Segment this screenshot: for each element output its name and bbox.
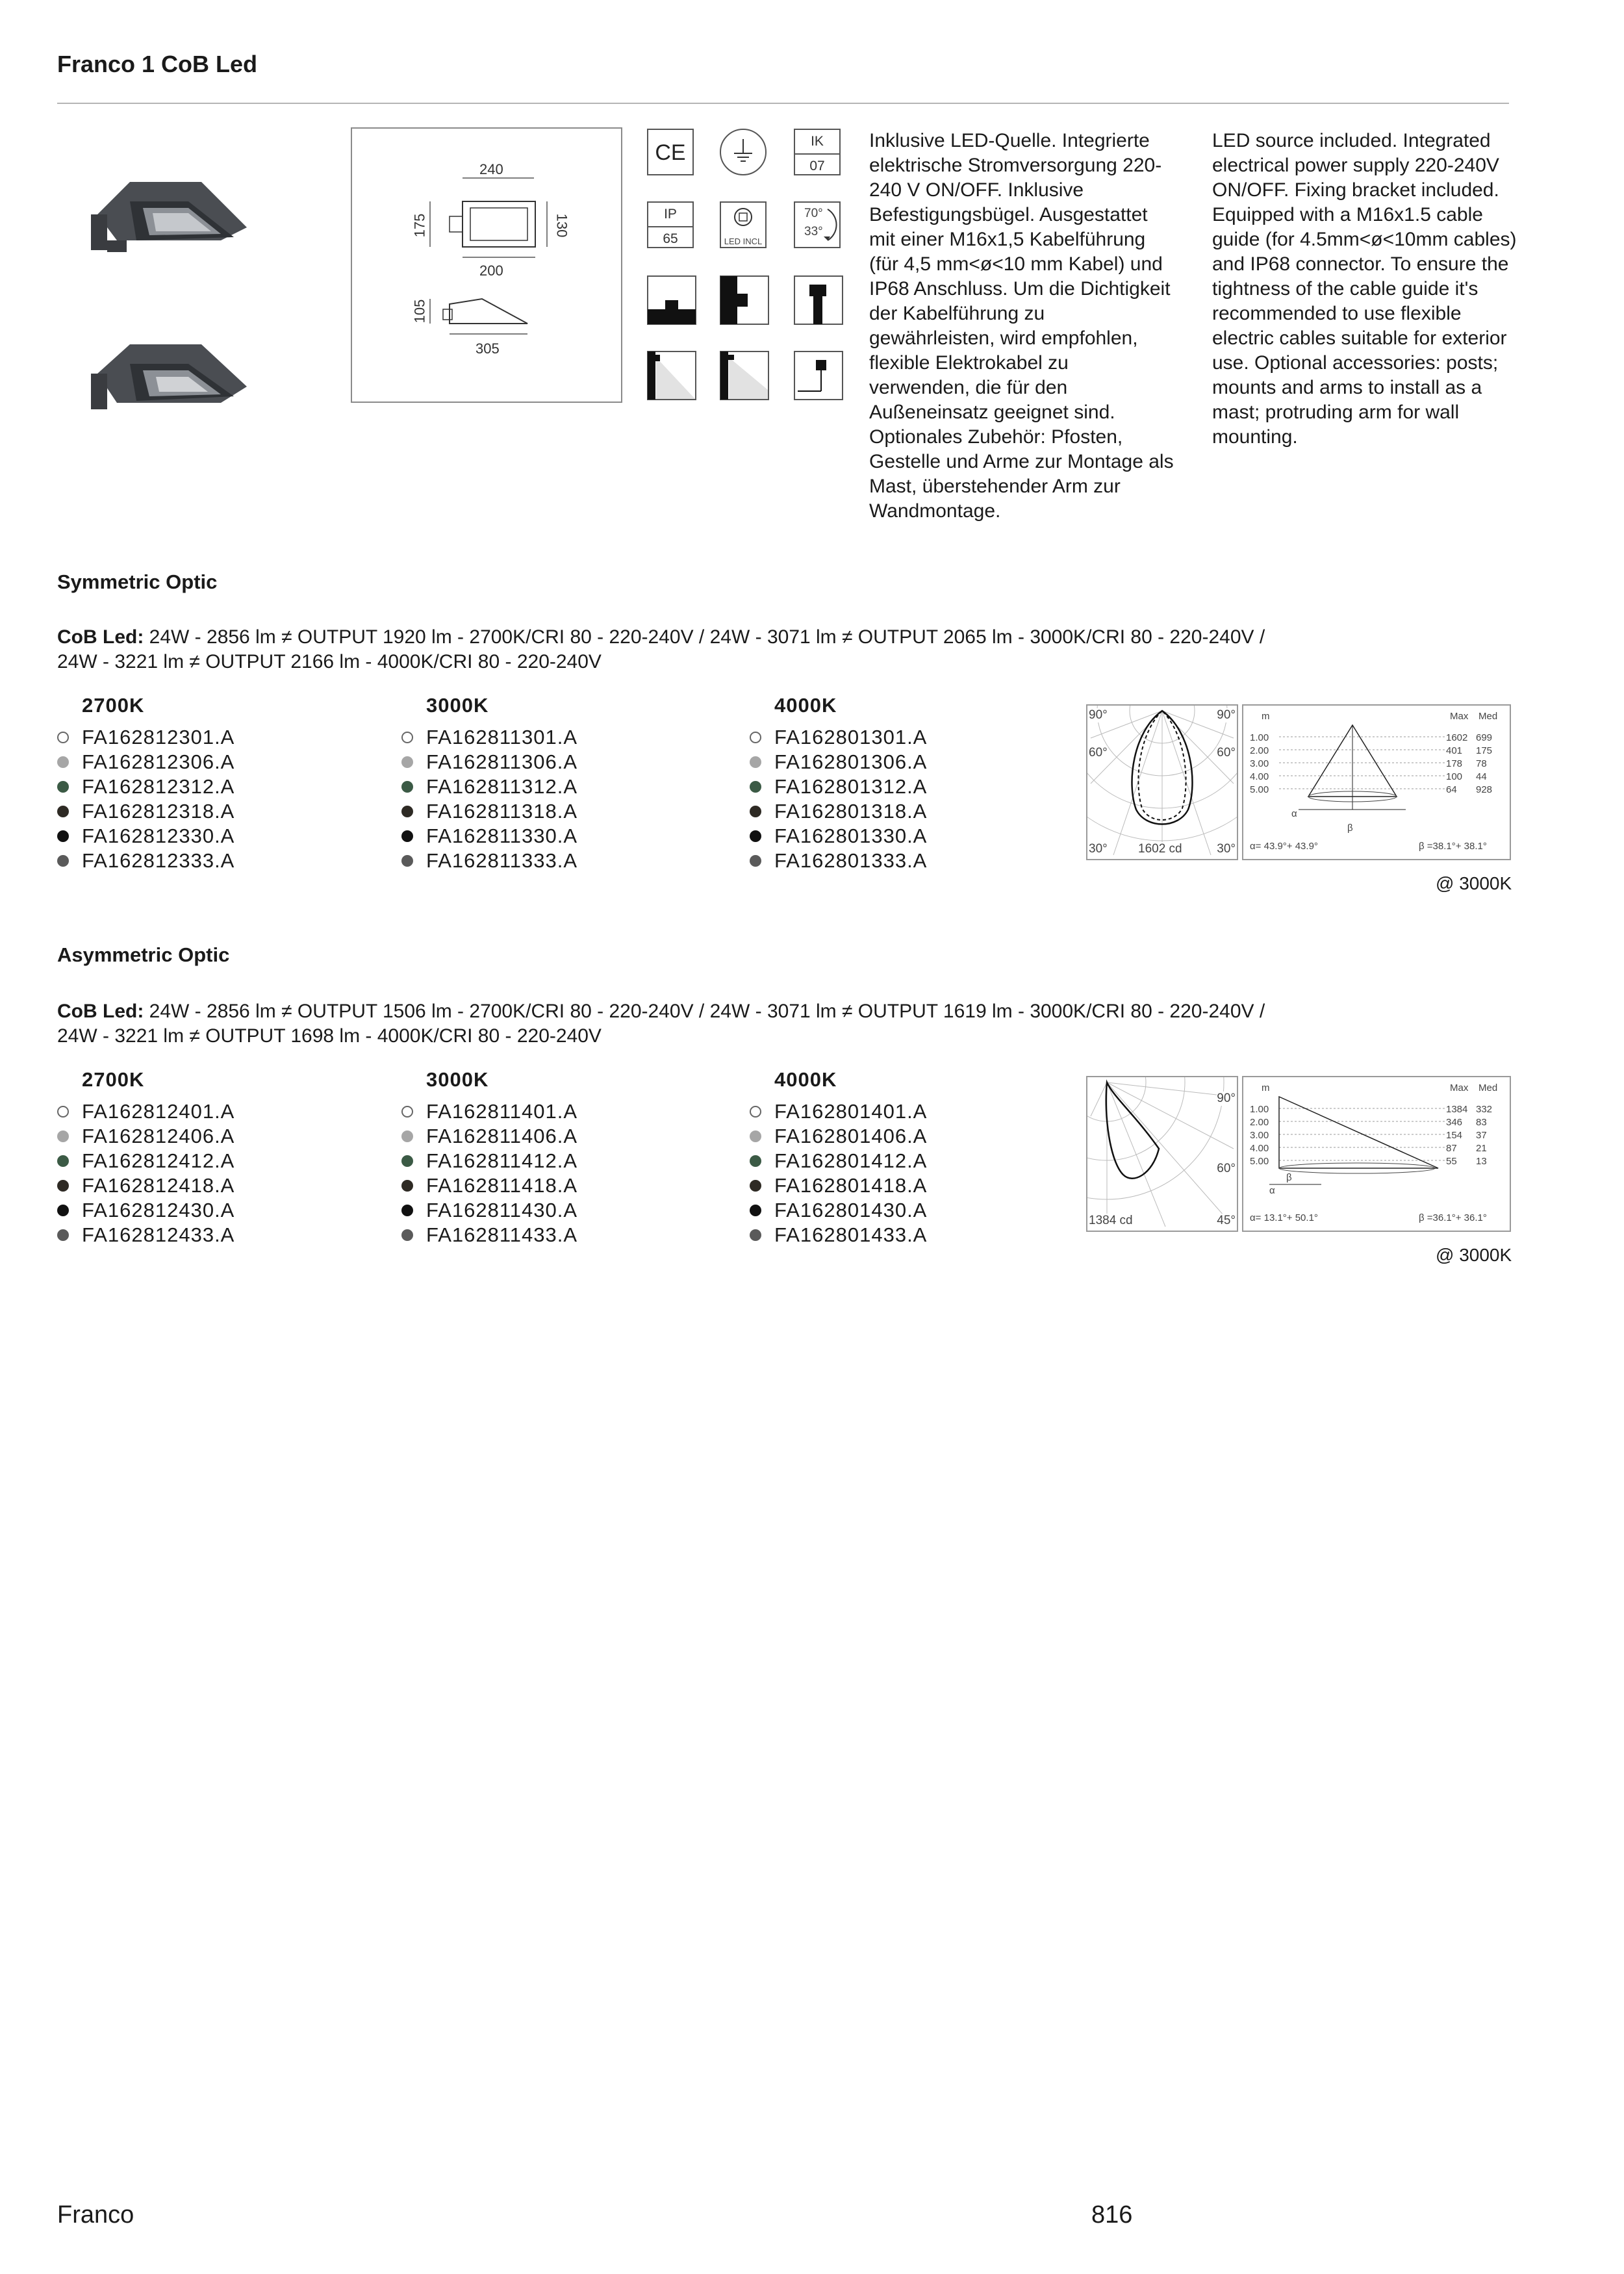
header-divider xyxy=(57,103,1509,104)
product-code: FA162801412.A xyxy=(774,1149,928,1172)
brown-finish-dot xyxy=(750,806,761,817)
black-finish-dot xyxy=(401,830,413,842)
code-item xyxy=(401,750,577,774)
cone-max-header: Max xyxy=(1450,1082,1469,1093)
cone-med-value: 78 xyxy=(1476,758,1487,769)
cone-distance: 4.00 xyxy=(1250,771,1269,782)
polar-angle-label: 60° xyxy=(1217,1162,1236,1175)
symmetric-cone-diagram xyxy=(1242,704,1511,860)
cone-beta-value: β =38.1°+ 38.1° xyxy=(1419,841,1487,852)
ik-value: 07 xyxy=(809,159,825,173)
symmetric-codes-4000k xyxy=(750,725,927,873)
asymmetric-temperature-note: @ 3000K xyxy=(1436,1245,1512,1265)
product-code: FA162801306.A xyxy=(774,750,928,773)
green-finish-dot xyxy=(401,1155,413,1167)
asymmetric-codes-4000k xyxy=(750,1099,927,1247)
black-finish-dot xyxy=(57,830,69,842)
code-item xyxy=(750,849,927,873)
cone-alpha-value: α= 13.1°+ 50.1° xyxy=(1250,1212,1318,1223)
cone-alpha-symbol: α xyxy=(1291,808,1297,819)
polar-angle-label: 90° xyxy=(1217,708,1236,722)
footer-series-name: Franco xyxy=(57,2201,134,2229)
product-code: FA162812401.A xyxy=(82,1100,235,1123)
code-item xyxy=(750,1198,927,1223)
cone-alpha-symbol: α xyxy=(1269,1185,1275,1196)
cone-beta-symbol: β xyxy=(1286,1172,1292,1183)
asymmetric-col-2700k: 2700K xyxy=(82,1068,145,1091)
product-code: FA162811433.A xyxy=(426,1223,578,1246)
code-item xyxy=(750,824,927,849)
white-finish-dot xyxy=(57,732,69,743)
dimension-drawing xyxy=(351,127,622,403)
code-item xyxy=(401,1099,577,1124)
cone-med-value: 37 xyxy=(1476,1130,1487,1141)
cone-max-value: 55 xyxy=(1446,1156,1457,1167)
anthracite-finish-dot xyxy=(401,1229,413,1241)
code-item xyxy=(750,1099,927,1124)
tilt-angle-icon xyxy=(794,201,841,248)
product-code: FA162801312.A xyxy=(774,775,928,798)
black-finish-dot xyxy=(401,1205,413,1216)
code-item xyxy=(57,1099,235,1124)
product-photo-symmetric xyxy=(91,175,260,273)
product-code: FA162811306.A xyxy=(426,750,578,773)
product-code: FA162801301.A xyxy=(774,726,928,748)
polar-angle-label: 60° xyxy=(1089,746,1108,760)
ip-rating-badge xyxy=(647,201,694,248)
dim-side-length: 305 xyxy=(476,340,500,357)
product-code: FA162811333.A xyxy=(426,849,578,872)
white-finish-dot xyxy=(750,732,761,743)
code-item xyxy=(750,774,927,799)
led-included-badge xyxy=(720,201,767,248)
polar-angle-label: 45° xyxy=(1217,1214,1236,1227)
symmetric-polar-diagram xyxy=(1086,704,1238,860)
product-code: FA162801401.A xyxy=(774,1100,928,1123)
brown-finish-dot xyxy=(750,1180,761,1192)
spec-label: CoB Led: xyxy=(57,626,144,648)
ip-label: IP xyxy=(648,203,692,227)
asymmetric-polar-diagram xyxy=(1086,1076,1238,1232)
cone-max-header: Max xyxy=(1450,711,1469,722)
product-code: FA162811330.A xyxy=(426,824,578,847)
code-item xyxy=(57,824,235,849)
polar-angle-label: 30° xyxy=(1089,842,1108,856)
code-item xyxy=(750,725,927,750)
spec-line-2: 24W - 3221 lm ≠ OUTPUT 1698 lm - 4000K/CRI 80 - 220-240V xyxy=(57,1025,602,1047)
polar-angle-label: 90° xyxy=(1089,708,1108,722)
symmetric-temperature-note: @ 3000K xyxy=(1436,873,1512,893)
cone-max-value: 346 xyxy=(1446,1117,1463,1128)
green-finish-dot xyxy=(401,781,413,793)
cone-distance: 3.00 xyxy=(1250,1130,1269,1141)
tilt-upper: 70° xyxy=(804,207,823,220)
code-item xyxy=(750,1124,927,1149)
cone-distance: 4.00 xyxy=(1250,1143,1269,1154)
asymmetric-spec xyxy=(57,999,1506,1049)
code-item xyxy=(750,1149,927,1173)
code-item xyxy=(750,1173,927,1198)
black-finish-dot xyxy=(57,1205,69,1216)
cone-alpha-value: α= 43.9°+ 43.9° xyxy=(1250,841,1318,852)
grey-finish-dot xyxy=(750,756,761,768)
cone-med-value: 13 xyxy=(1476,1156,1487,1167)
cone-distance: 1.00 xyxy=(1250,732,1269,743)
symmetric-heading: Symmetric Optic xyxy=(57,570,218,593)
code-item xyxy=(401,849,577,873)
cone-distance-column xyxy=(1250,1103,1269,1168)
anthracite-finish-dot xyxy=(750,855,761,867)
asymmetric-codes-3000k xyxy=(401,1099,577,1247)
code-item xyxy=(401,774,577,799)
product-code: FA162811301.A xyxy=(426,726,578,748)
description-english: LED source included. Integrated electrical power supply 220-240V ON/OFF. Fixing bracket included. Equipped with a M16x1.5 cable guide (for 4.5mm<ø<10mm cables) and IP68 connector. To ensure the tightness of the cable guide it's recommended to use flexible electric cables suitable for exterior use. Optional accessories: posts; mounts and arms to install as a mast; protruding arm for wall mounting. xyxy=(1212,130,1517,448)
green-finish-dot xyxy=(57,1155,69,1167)
black-finish-dot xyxy=(750,1205,761,1216)
grey-finish-dot xyxy=(57,756,69,768)
anthracite-finish-dot xyxy=(57,855,69,867)
cone-beta-value: β =36.1°+ 36.1° xyxy=(1419,1212,1487,1223)
code-item xyxy=(401,1173,577,1198)
code-item xyxy=(401,1124,577,1149)
asymmetric-codes-2700k xyxy=(57,1099,235,1247)
wall-light-down-icon xyxy=(647,351,696,400)
page-title: Franco 1 CoB Led xyxy=(57,51,258,77)
product-code: FA162812433.A xyxy=(82,1223,235,1246)
cone-med-value: 175 xyxy=(1476,745,1493,756)
black-finish-dot xyxy=(750,830,761,842)
dim-bottom-width: 200 xyxy=(479,262,503,279)
brown-finish-dot xyxy=(401,1180,413,1192)
cone-beta-symbol: β xyxy=(1347,823,1353,834)
wall-mount-icon xyxy=(720,275,769,325)
polar-angle-label: 30° xyxy=(1217,842,1236,856)
product-code: FA162811318.A xyxy=(426,800,578,823)
ce-mark-icon xyxy=(647,129,694,175)
product-code: FA162801333.A xyxy=(774,849,928,872)
product-code: FA162812312.A xyxy=(82,775,235,798)
anthracite-finish-dot xyxy=(57,1229,69,1241)
symmetric-codes-2700k xyxy=(57,725,235,873)
white-finish-dot xyxy=(401,1106,413,1118)
product-code: FA162801330.A xyxy=(774,824,928,847)
white-finish-dot xyxy=(57,1106,69,1118)
product-code: FA162801433.A xyxy=(774,1223,928,1246)
description-german: Inklusive LED-Quelle. Integrierte elektrische Stromversorgung 220-240 V ON/OFF. Inklusive Befestigungsbügel. Ausgestattet mit einer M16x1,5 Kabelführung (für 4,5 mm<ø<10 mm Kabel) und IP68 Anschluss. Um die Dichtigkeit der Kabelführung zu gewährleisten, wird empfohlen, flexible Elektrokabel zu verwenden, die für den Außeneinsatz geeignet sind. Optionales Zubehör: Pfosten, Gestelle und Arme zur Montage als Mast, überstehender Arm zur Wandmontage. xyxy=(869,130,1174,522)
polar-max-intensity: 1384 cd xyxy=(1089,1214,1133,1227)
cone-med-value: 332 xyxy=(1476,1104,1493,1115)
code-item xyxy=(401,1149,577,1173)
code-item xyxy=(57,725,235,750)
grey-finish-dot xyxy=(750,1131,761,1142)
code-item xyxy=(57,1173,235,1198)
ip-value: 65 xyxy=(663,231,678,246)
cone-max-value: 64 xyxy=(1446,784,1457,795)
code-item xyxy=(57,1198,235,1223)
product-code: FA162801418.A xyxy=(774,1174,928,1197)
code-item xyxy=(57,1124,235,1149)
spec-line-2: 24W - 3221 lm ≠ OUTPUT 2166 lm - 4000K/CRI 80 - 220-240V xyxy=(57,651,602,672)
page-number: 816 xyxy=(1091,2201,1133,2229)
brown-finish-dot xyxy=(401,806,413,817)
product-code: FA162811430.A xyxy=(426,1199,578,1221)
cone-distance: 3.00 xyxy=(1250,758,1269,769)
ik-rating-badge xyxy=(794,129,841,175)
dim-side-height: 105 xyxy=(411,299,428,324)
cone-med-header: Med xyxy=(1478,711,1498,722)
cone-distance: 2.00 xyxy=(1250,1117,1269,1128)
code-item xyxy=(401,1198,577,1223)
product-code: FA162812301.A xyxy=(82,726,235,748)
grey-finish-dot xyxy=(57,1131,69,1142)
polar-angle-label: 90° xyxy=(1217,1092,1236,1105)
code-item xyxy=(750,750,927,774)
cone-med-value: 44 xyxy=(1476,771,1487,782)
green-finish-dot xyxy=(750,781,761,793)
code-item xyxy=(57,799,235,824)
cone-med-column xyxy=(1476,732,1492,797)
cone-max-value: 100 xyxy=(1446,771,1463,782)
asymmetric-cone-diagram xyxy=(1242,1076,1511,1232)
product-code: FA162811418.A xyxy=(426,1174,578,1197)
asymmetric-col-4000k: 4000K xyxy=(774,1068,837,1091)
product-code: FA162811412.A xyxy=(426,1149,578,1172)
cone-med-value: 928 xyxy=(1476,784,1493,795)
code-item xyxy=(401,1223,577,1247)
product-code: FA162801430.A xyxy=(774,1199,928,1221)
product-code: FA162812418.A xyxy=(82,1174,235,1197)
cone-max-value: 1384 xyxy=(1446,1104,1468,1115)
spec-label: CoB Led: xyxy=(57,1001,144,1022)
product-code: FA162811312.A xyxy=(426,775,578,798)
grey-finish-dot xyxy=(401,756,413,768)
product-code: FA162812330.A xyxy=(82,824,235,847)
anthracite-finish-dot xyxy=(401,855,413,867)
led-incl-label: LED INCL xyxy=(724,236,763,246)
brown-finish-dot xyxy=(57,806,69,817)
spec-line-1: 24W - 2856 lm ≠ OUTPUT 1506 lm - 2700K/CRI 80 - 220-240V / 24W - 3071 lm ≠ OUTPUT 1619 lm - 3000K/CRI 80 - 220-240V / xyxy=(144,1001,1265,1022)
cone-max-value: 178 xyxy=(1446,758,1463,769)
cone-distance: 5.00 xyxy=(1250,784,1269,795)
ground-symbol-icon xyxy=(720,129,767,175)
product-code: FA162812406.A xyxy=(82,1125,235,1147)
cone-max-value: 1602 xyxy=(1446,732,1468,743)
wall-light-asym-icon xyxy=(720,351,769,400)
product-code: FA162801318.A xyxy=(774,800,928,823)
ik-label: IK xyxy=(795,130,839,155)
product-code: FA162811401.A xyxy=(426,1100,578,1123)
dim-body-depth: 175 xyxy=(411,213,428,238)
corner-mount-icon xyxy=(794,351,843,400)
code-item xyxy=(57,849,235,873)
symmetric-codes-3000k xyxy=(401,725,577,873)
brown-finish-dot xyxy=(57,1180,69,1192)
cone-max-value: 154 xyxy=(1446,1130,1463,1141)
cone-max-column xyxy=(1446,732,1467,797)
green-finish-dot xyxy=(750,1155,761,1167)
pole-mount-icon xyxy=(794,275,843,325)
svg-text:CE: CE xyxy=(655,140,686,165)
floor-mount-icon xyxy=(647,275,696,325)
product-code: FA162811406.A xyxy=(426,1125,578,1147)
cone-max-value: 401 xyxy=(1446,745,1463,756)
symmetric-col-2700k: 2700K xyxy=(82,694,145,717)
code-item xyxy=(57,1223,235,1247)
code-item xyxy=(401,725,577,750)
grey-finish-dot xyxy=(401,1131,413,1142)
code-item xyxy=(750,1223,927,1247)
dim-body-height: 130 xyxy=(553,213,570,238)
code-item xyxy=(401,799,577,824)
code-item xyxy=(57,1149,235,1173)
cone-distance-column xyxy=(1250,732,1269,797)
cone-med-header: Med xyxy=(1478,1082,1498,1093)
tilt-lower: 33° xyxy=(804,225,823,238)
symmetric-col-3000k: 3000K xyxy=(426,694,489,717)
product-code: FA162812430.A xyxy=(82,1199,235,1221)
code-item xyxy=(750,799,927,824)
asymmetric-heading: Asymmetric Optic xyxy=(57,943,230,966)
product-code: FA162812412.A xyxy=(82,1149,235,1172)
product-code: FA162801406.A xyxy=(774,1125,928,1147)
cone-max-column xyxy=(1446,1103,1467,1168)
polar-max-intensity: 1602 cd xyxy=(1138,842,1182,856)
cone-med-value: 21 xyxy=(1476,1143,1487,1154)
symmetric-spec xyxy=(57,625,1506,674)
code-item xyxy=(401,824,577,849)
cone-distance: 1.00 xyxy=(1250,1104,1269,1115)
product-code: FA162812333.A xyxy=(82,849,235,872)
green-finish-dot xyxy=(57,781,69,793)
anthracite-finish-dot xyxy=(750,1229,761,1241)
product-code: FA162812306.A xyxy=(82,750,235,773)
cone-distance: 5.00 xyxy=(1250,1156,1269,1167)
dim-top-width: 240 xyxy=(479,161,503,177)
cone-med-value: 699 xyxy=(1476,732,1493,743)
symmetric-col-4000k: 4000K xyxy=(774,694,837,717)
cone-distance: 2.00 xyxy=(1250,745,1269,756)
cone-m-header: m xyxy=(1262,1082,1270,1093)
code-item xyxy=(57,774,235,799)
white-finish-dot xyxy=(750,1106,761,1118)
product-code: FA162812318.A xyxy=(82,800,235,823)
product-photo-asymmetric xyxy=(91,341,260,419)
cone-m-header: m xyxy=(1262,711,1270,722)
asymmetric-col-3000k: 3000K xyxy=(426,1068,489,1091)
spec-line-1: 24W - 2856 lm ≠ OUTPUT 1920 lm - 2700K/CRI 80 - 220-240V / 24W - 3071 lm ≠ OUTPUT 2065 lm - 3000K/CRI 80 - 220-240V / xyxy=(144,626,1265,648)
polar-angle-label: 60° xyxy=(1217,746,1236,760)
white-finish-dot xyxy=(401,732,413,743)
cone-med-column xyxy=(1476,1103,1492,1168)
cone-med-value: 83 xyxy=(1476,1117,1487,1128)
cone-max-value: 87 xyxy=(1446,1143,1457,1154)
code-item xyxy=(57,750,235,774)
